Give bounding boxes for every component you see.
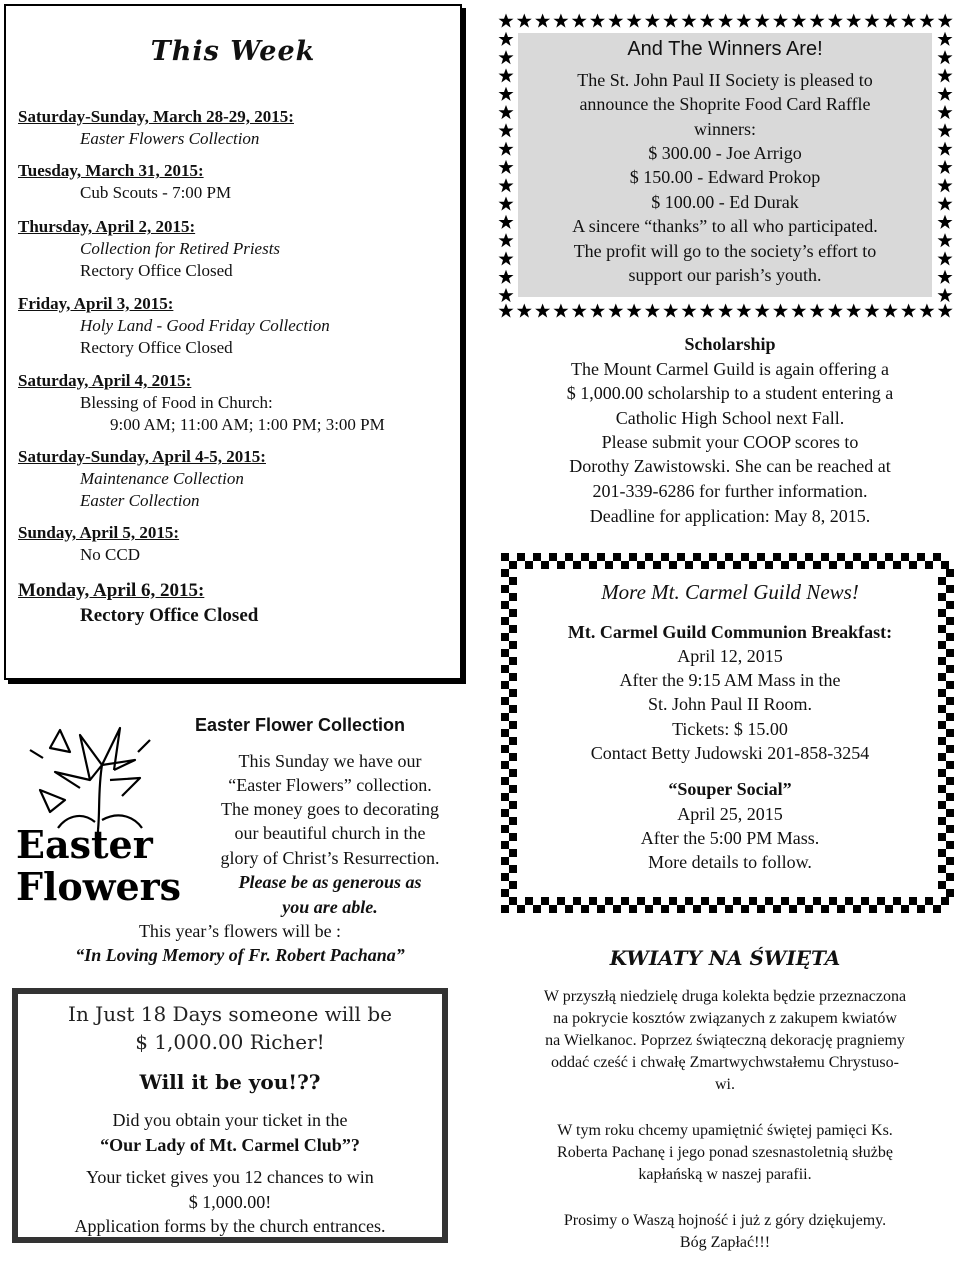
border-square: [885, 905, 893, 913]
event-detail: 9:00 AM; 11:00 AM; 1:00 PM; 3:00 PM: [110, 415, 385, 434]
border-square: [829, 561, 837, 569]
star-icon: [572, 304, 587, 318]
lily-icon: [10, 710, 190, 905]
star-icon: [590, 304, 605, 318]
border-square: [701, 561, 709, 569]
event-0: [18, 106, 458, 150]
border-square: [765, 561, 773, 569]
border-square: [757, 905, 765, 913]
border-square: [509, 561, 517, 569]
star-icon: [828, 14, 843, 28]
event-date: Thursday, April 2, 2015:: [18, 217, 196, 236]
border-square: [629, 553, 637, 561]
breakfast-line: Tickets: $ 15.00: [672, 719, 788, 739]
border-square: [789, 905, 797, 913]
star-icon: [517, 304, 532, 318]
border-square: [501, 889, 509, 897]
border-square: [573, 897, 581, 905]
border-square: [533, 905, 541, 913]
border-square: [557, 897, 565, 905]
event-date: Saturday, April 4, 2015:: [18, 371, 192, 390]
border-square: [946, 889, 954, 897]
border-square: [565, 905, 573, 913]
star-icon: [608, 304, 623, 318]
star-icon: [535, 14, 550, 28]
polish-p3-line: Prosimy o Waszą hojność i już z góry dziękujemy.: [563, 1212, 887, 1229]
breakfast-title: Mt. Carmel Guild Communion Breakfast:: [567, 622, 893, 642]
star-icon: [755, 14, 770, 28]
star-icon: [499, 123, 514, 137]
border-square: [893, 897, 901, 905]
polish-title: KWIATY NA ŚWIĘTA: [609, 946, 841, 970]
border-square: [597, 905, 605, 913]
border-square: [653, 897, 661, 905]
event-5: [18, 446, 458, 512]
easter-line: “Easter Flowers” collection.: [228, 775, 432, 795]
border-square: [917, 905, 925, 913]
border-square: [941, 897, 949, 905]
event-detail: Cub Scouts - 7:00 PM: [80, 183, 232, 202]
border-square: [821, 553, 829, 561]
event-detail: No CCD: [80, 545, 140, 564]
border-square: [925, 897, 933, 905]
easter-line: The money goes to decorating: [221, 799, 439, 819]
border-square: [725, 905, 733, 913]
star-icon: [865, 304, 880, 318]
border-square: [509, 897, 517, 905]
star-icon: [901, 304, 916, 318]
social-title: “Souper Social”: [668, 779, 792, 799]
star-icon: [682, 14, 697, 28]
easter-line: glory of Christ’s Resurrection.: [220, 848, 440, 868]
star-icon: [810, 304, 825, 318]
border-square: [941, 561, 949, 569]
polish-p1-line: na Wielkanoc. Poprzez świąteczną dekorację pragniemy: [545, 1032, 905, 1049]
border-square: [765, 897, 773, 905]
star-icon: [883, 304, 898, 318]
star-icon: [736, 304, 751, 318]
border-square: [741, 553, 749, 561]
star-icon: [773, 14, 788, 28]
star-icon: [718, 14, 733, 28]
breakfast-line: St. John Paul II Room.: [647, 694, 812, 714]
star-icon: [553, 304, 568, 318]
polish-p2-line: kapłańską w naszej parafii.: [638, 1166, 812, 1183]
star-icon: [663, 304, 678, 318]
star-icon: [718, 304, 733, 318]
border-square: [813, 897, 821, 905]
star-icon: [736, 14, 751, 28]
winner-150: $ 150.00 - Edward Prokop: [629, 167, 821, 187]
border-square: [701, 897, 709, 905]
star-icon: [499, 197, 514, 211]
star-icon: [810, 14, 825, 28]
border-square: [693, 553, 701, 561]
star-icon: [938, 87, 953, 101]
border-square: [509, 881, 517, 889]
raffle-line: Your ticket gives you 12 chances to win: [86, 1167, 374, 1187]
border-square: [909, 897, 917, 905]
star-icon: [938, 215, 953, 229]
winners-title: And The Winners Are!: [627, 38, 823, 60]
event-detail: Rectory Office Closed: [80, 605, 259, 626]
border-square: [653, 561, 661, 569]
border-square: [525, 561, 533, 569]
border-square: [581, 553, 589, 561]
border-square: [525, 897, 533, 905]
star-icon: [700, 14, 715, 28]
raffle-line: Application forms by the church entrances.: [74, 1216, 386, 1236]
border-square: [605, 897, 613, 905]
border-square: [797, 897, 805, 905]
this-week-title: This Week: [150, 36, 316, 67]
polish-p1-line: W przyszłą niedzielę druga kolekta będzie przeznaczona: [543, 988, 907, 1005]
star-icon: [499, 270, 514, 284]
border-square: [938, 609, 946, 617]
social-line: More details to follow.: [648, 852, 812, 872]
border-square: [773, 905, 781, 913]
border-square: [589, 897, 597, 905]
border-square: [837, 905, 845, 913]
star-icon: [499, 233, 514, 247]
star-icon: [755, 304, 770, 318]
border-square: [677, 905, 685, 913]
border-square: [661, 553, 669, 561]
border-square: [869, 905, 877, 913]
border-square: [733, 561, 741, 569]
border-square: [773, 553, 781, 561]
event-date: Monday, April 6, 2015:: [18, 580, 205, 601]
polish-p2-line: W tym roku chcemy upamiętnić świętej pamięci Ks.: [557, 1122, 893, 1139]
star-icon: [938, 178, 953, 192]
border-square: [685, 561, 693, 569]
star-icon: [846, 14, 861, 28]
easter-flowers-logo: [10, 710, 190, 905]
star-icon: [938, 68, 953, 82]
winner-300: $ 300.00 - Joe Arrigo: [648, 143, 802, 163]
border-square: [693, 905, 701, 913]
border-square: [669, 897, 677, 905]
border-square: [917, 553, 925, 561]
star-icon: [828, 304, 843, 318]
event-4: [18, 370, 458, 436]
border-square: [613, 553, 621, 561]
raffle-box: [12, 988, 448, 1243]
social-line: After the 5:00 PM Mass.: [640, 828, 820, 848]
star-icon: [938, 123, 953, 137]
raffle-headline: In Just 18 Days someone will be: [68, 1002, 392, 1026]
star-icon: [499, 288, 514, 302]
star-icon: [846, 304, 861, 318]
event-detail: Blessing of Food in Church:: [80, 393, 273, 412]
star-icon: [938, 288, 953, 302]
border-square: [725, 553, 733, 561]
star-icon: [499, 14, 514, 28]
social-line: April 25, 2015: [677, 804, 783, 824]
star-icon: [938, 142, 953, 156]
star-icon: [883, 14, 898, 28]
star-icon: [773, 304, 788, 318]
event-3: [18, 293, 458, 359]
star-icon: [499, 304, 514, 318]
star-icon: [700, 304, 715, 318]
star-icon: [938, 50, 953, 64]
easter-line: This year’s flowers will be :: [138, 921, 342, 941]
border-square: [933, 553, 941, 561]
border-square: [717, 897, 725, 905]
event-date: Saturday-Sunday, March 28-29, 2015:: [18, 107, 294, 126]
event-date: Saturday-Sunday, April 4-5, 2015:: [18, 447, 266, 466]
border-square: [541, 897, 549, 905]
winners-line: winners:: [694, 119, 756, 139]
border-square: [925, 561, 933, 569]
border-square: [637, 897, 645, 905]
border-square: [877, 561, 885, 569]
easter-line: our beautiful church in the: [234, 823, 426, 843]
event-detail: Rectory Office Closed: [80, 338, 233, 357]
logo-word-easter: Easter: [16, 822, 153, 867]
border-square: [557, 561, 565, 569]
border-square: [893, 561, 901, 569]
border-square: [821, 905, 829, 913]
star-icon: [535, 304, 550, 318]
border-square: [677, 553, 685, 561]
event-7: [18, 578, 458, 628]
star-icon: [517, 14, 532, 28]
star-icon: [791, 14, 806, 28]
border-square: [853, 553, 861, 561]
border-square: [845, 561, 853, 569]
star-icon: [627, 14, 642, 28]
raffle-line: $ 1,000.00!: [188, 1192, 272, 1212]
border-square: [613, 905, 621, 913]
winners-box: [518, 33, 932, 297]
border-square: [517, 905, 525, 913]
border-square: [797, 561, 805, 569]
star-icon: [938, 197, 953, 211]
border-square: [813, 561, 821, 569]
border-square: [946, 569, 954, 577]
scholarship-line: $ 1,000.00 scholarship to a student entering a: [566, 383, 894, 403]
event-date: Sunday, April 5, 2015:: [18, 523, 180, 542]
border-square: [533, 553, 541, 561]
star-icon: [572, 14, 587, 28]
border-square: [589, 561, 597, 569]
border-square: [709, 553, 717, 561]
star-icon: [682, 304, 697, 318]
border-square: [861, 897, 869, 905]
border-square: [709, 905, 717, 913]
easter-memorial: “In Loving Memory of Fr. Robert Pachana”: [75, 945, 405, 965]
event-detail: Holy Land - Good Friday Collection: [80, 316, 330, 335]
border-square: [605, 561, 613, 569]
star-icon: [919, 14, 934, 28]
event-2: [18, 216, 458, 282]
star-icon: [938, 270, 953, 284]
winners-line: The profit will go to the society’s effort to: [573, 241, 877, 261]
border-square: [541, 561, 549, 569]
border-square: [901, 905, 909, 913]
star-icon: [919, 304, 934, 318]
border-square: [645, 553, 653, 561]
star-icon: [938, 160, 953, 174]
border-square: [869, 553, 877, 561]
star-icon: [608, 14, 623, 28]
event-detail: Collection for Retired Priests: [80, 239, 281, 258]
star-icon: [645, 14, 660, 28]
border-square: [581, 905, 589, 913]
scholarship-title: Scholarship: [684, 334, 776, 354]
breakfast-line: After the 9:15 AM Mass in the: [619, 670, 841, 690]
border-square: [621, 561, 629, 569]
border-square: [549, 905, 557, 913]
border-square: [661, 905, 669, 913]
border-square: [938, 769, 946, 777]
border-square: [837, 553, 845, 561]
event-date: Tuesday, March 31, 2015:: [18, 161, 204, 180]
border-square: [501, 569, 509, 577]
border-square: [621, 897, 629, 905]
star-icon: [938, 32, 953, 46]
star-icon: [499, 50, 514, 64]
star-icon: [938, 251, 953, 265]
border-square: [749, 561, 757, 569]
star-icon: [938, 14, 953, 28]
border-square: [781, 897, 789, 905]
star-icon: [901, 14, 916, 28]
border-square: [629, 905, 637, 913]
breakfast-line: Contact Betty Judowski 201-858-3254: [590, 743, 870, 763]
scholarship-line: Dorothy Zawistowski. She can be reached at: [569, 456, 891, 476]
star-icon: [499, 105, 514, 119]
event-detail: Easter Collection: [80, 491, 200, 510]
this-week-box: [4, 4, 462, 680]
polish-p2-line: Roberta Pachanę i jego ponad szesnastoletnią służbę: [557, 1144, 893, 1161]
easter-line: This Sunday we have our: [238, 751, 422, 771]
event-1: [18, 160, 458, 204]
border-square: [549, 553, 557, 561]
border-square: [509, 609, 517, 617]
border-square: [685, 897, 693, 905]
easter-flower-collection-title: Easter Flower Collection: [195, 715, 406, 735]
star-icon: [627, 304, 642, 318]
border-square: [845, 897, 853, 905]
event-detail: Rectory Office Closed: [80, 261, 233, 280]
winners-line: announce the Shoprite Food Card Raffle: [579, 94, 871, 114]
event-detail: Easter Flowers Collection: [80, 129, 260, 148]
border-square: [573, 561, 581, 569]
border-square: [565, 553, 573, 561]
scholarship-line: Please submit your COOP scores to: [601, 432, 859, 452]
winner-100: $ 100.00 - Ed Durak: [651, 192, 799, 212]
star-icon: [499, 215, 514, 229]
scholarship-line: Catholic High School next Fall.: [615, 408, 845, 428]
polish-p1-line: na pokrycie kosztów związanych z zakupem kwiatów: [553, 1010, 897, 1027]
border-square: [741, 905, 749, 913]
border-square: [885, 553, 893, 561]
star-icon: [865, 14, 880, 28]
logo-word-flowers: Flowers: [16, 864, 182, 905]
easter-line: you are able.: [282, 897, 378, 917]
border-square: [749, 897, 757, 905]
border-square: [861, 561, 869, 569]
border-square: [909, 561, 917, 569]
border-square: [597, 553, 605, 561]
breakfast-line: April 12, 2015: [677, 646, 783, 666]
event-date: Friday, April 3, 2015:: [18, 294, 174, 313]
scholarship-line: The Mount Carmel Guild is again offering a: [570, 359, 890, 379]
guild-news-title: More Mt. Carmel Guild News!: [601, 580, 859, 604]
border-square: [938, 881, 946, 889]
border-square: [901, 553, 909, 561]
border-square: [517, 553, 525, 561]
border-square: [789, 553, 797, 561]
border-square: [669, 561, 677, 569]
winners-line: A sincere “thanks” to all who participated.: [572, 216, 878, 236]
border-square: [509, 769, 517, 777]
border-square: [717, 561, 725, 569]
polish-p3-line: Bóg Zapłać!!!: [679, 1234, 771, 1251]
scholarship-line: 201-339-6286 for further information.: [592, 481, 868, 501]
border-square: [877, 897, 885, 905]
easter-line: Please be as generous as: [238, 872, 422, 892]
border-square: [733, 897, 741, 905]
star-icon: [938, 105, 953, 119]
scholarship-line: Deadline for application: May 8, 2015.: [589, 506, 871, 526]
star-icon: [499, 68, 514, 82]
raffle-question: Will it be you!??: [139, 1070, 321, 1094]
border-square: [933, 905, 941, 913]
border-square: [805, 905, 813, 913]
star-icon: [499, 142, 514, 156]
raffle-headline: $ 1,000.00 Richer!: [135, 1030, 325, 1054]
border-square: [805, 553, 813, 561]
border-square: [781, 561, 789, 569]
star-icon: [938, 233, 953, 247]
star-icon: [499, 32, 514, 46]
border-square: [645, 905, 653, 913]
star-icon: [590, 14, 605, 28]
raffle-line: “Our Lady of Mt. Carmel Club”?: [100, 1135, 360, 1155]
star-icon: [938, 304, 953, 318]
star-icon: [645, 304, 660, 318]
border-square: [501, 553, 509, 561]
star-icon: [791, 304, 806, 318]
border-square: [501, 905, 509, 913]
star-icon: [499, 87, 514, 101]
star-icon: [499, 251, 514, 265]
star-icon: [499, 178, 514, 192]
star-icon: [553, 14, 568, 28]
winners-line: support our parish’s youth.: [628, 265, 822, 285]
polish-p1-line: oddać cześć i chwałę Zmartwychwstałemu Chrystuso-: [551, 1054, 899, 1071]
border-square: [853, 905, 861, 913]
raffle-line: Did you obtain your ticket in the: [112, 1110, 348, 1130]
star-icon: [499, 160, 514, 174]
border-square: [637, 561, 645, 569]
polish-p1-line: wi.: [715, 1076, 735, 1093]
event-detail: Maintenance Collection: [80, 469, 244, 488]
winners-line: The St. John Paul II Society is pleased to: [577, 70, 873, 90]
border-square: [829, 897, 837, 905]
star-icon: [663, 14, 678, 28]
event-6: [18, 522, 458, 566]
border-square: [757, 553, 765, 561]
